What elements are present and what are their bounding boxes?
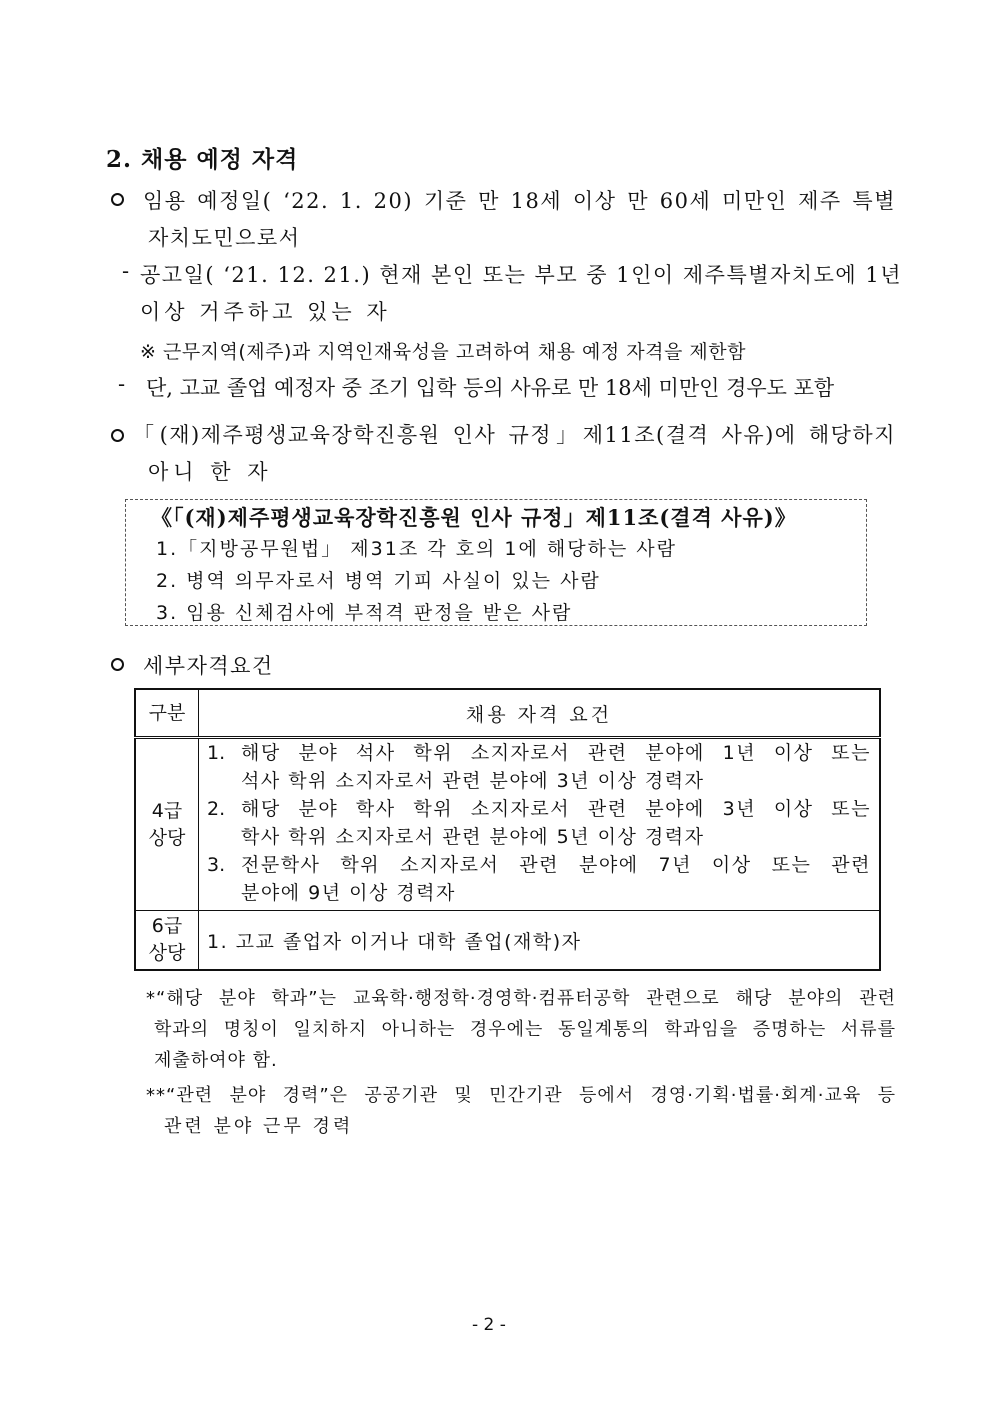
footnote1-line3: 제출하여야 함. [154, 1050, 278, 1071]
bullet1-sub2-text: 단, 고교 졸업 예정자 중 조기 입학 등의 사유로 만 18세 미만인 경우도 포함 [146, 376, 835, 400]
item-line: 전문학사 학위 소지자로서 관련 분야에 7년 이상 또는 관련 [241, 854, 871, 876]
grade6-requirement: 1. 고교 졸업자 이거나 대학 졸업(재학)자 [199, 911, 881, 971]
item-line: 해당 분야 학사 학위 소지자로서 관련 분야에 3년 이상 또는 [241, 798, 871, 820]
bullet3-label: 세부자격요건 [143, 654, 274, 678]
section-heading: 2. 채용 예정 자격 [106, 146, 299, 173]
grade6-label [135, 911, 199, 971]
item-line: 분야에 9년 이상 경력자 [241, 882, 456, 904]
box-item: 3. 임용 신체검사에 부적격 판정을 받은 사람 [156, 602, 573, 624]
item-line: 학사 학위 소지자로서 관련 분야에 5년 이상 경력자 [241, 826, 705, 848]
header-requirements: 채용 자격 요건 [199, 689, 881, 738]
grade4-label-line1: 4급 [151, 799, 183, 822]
circle-bullet-icon [111, 193, 124, 206]
footnote1-line2: 학과의 명칭이 일치하지 아니하는 경우에는 동일계통의 학과임을 증명하는 서류를 [154, 1019, 896, 1040]
item-number: 3. [207, 854, 226, 876]
box-title: 《「(재)제주평생교육장학진흥원 인사 규정」제11조(결격 사유)》 [151, 505, 797, 530]
bullet1-line2: 자치도민으로서 [148, 226, 301, 250]
grade4-label-line2: 상당 [148, 826, 186, 849]
bullet1-sub1-line2: 이상 거주하고 있는 자 [140, 300, 391, 324]
item-line: 해당 분야 석사 학위 소지자로서 관련 분야에 1년 이상 또는 [241, 742, 871, 764]
bullet1-line1: 임용 예정일( ‘22. 1. 20) 기준 만 18세 이상 만 60세 미만인 제주 특별 [143, 189, 896, 213]
dash-marker-2: - [118, 372, 127, 396]
grade6-label-line1: 6급 [151, 915, 183, 937]
header-category: 구분 [135, 689, 199, 738]
requirements-table [134, 688, 881, 971]
table-row-grade4 [135, 738, 880, 911]
footnote2-line1: **“관련 분야 경력”은 공공기관 및 민간기관 등에서 경영·기획·법률·회계·교육 등 [146, 1085, 896, 1106]
table-row-grade6 [135, 911, 880, 971]
footnote2-line2: 관련 분야 근무 경력 [164, 1116, 354, 1137]
grade6-label-line2: 상당 [148, 942, 186, 964]
list-item [199, 795, 879, 851]
list-item [199, 851, 879, 907]
bullet1-sub1-line1: 공고일( ‘21. 12. 21.) 현재 본인 또는 부모 중 1인이 제주특별자치도에 1년 [140, 263, 902, 287]
bullet2-line2: 아니 한 자 [148, 460, 273, 484]
grade4-requirements [199, 738, 881, 911]
table-header-row [135, 689, 880, 738]
item-number: 1. [207, 742, 226, 764]
circle-bullet-icon-3 [111, 658, 124, 671]
item-number: 2. [207, 798, 226, 820]
list-item [199, 739, 879, 795]
grade4-label [135, 738, 199, 911]
dash-marker: - [122, 259, 131, 283]
disqualification-box [125, 499, 867, 626]
bullet2-line1: 「(재)제주평생교육장학진흥원 인사 규정」제11조(결격 사유)에 해당하지 [133, 423, 896, 447]
footnote1-line1: *“해당 분야 학과”는 교육학·행정학·경영학·컴퓨터공학 관련으로 해당 분야의 관련 [146, 988, 896, 1009]
bullet1-remark: ※ 근무지역(제주)과 지역인재육성을 고려하여 채용 예정 자격을 제한함 [140, 341, 746, 363]
box-item: 1.「지방공무원법」 제31조 각 호의 1에 해당하는 사람 [156, 538, 678, 560]
item-line: 석사 학위 소지자로서 관련 분야에 3년 이상 경력자 [241, 770, 705, 792]
circle-bullet-icon-2 [111, 429, 124, 442]
page-number: - 2 - [472, 1315, 506, 1335]
box-item: 2. 병역 의무자로서 병역 기피 사실이 있는 사람 [156, 570, 601, 592]
